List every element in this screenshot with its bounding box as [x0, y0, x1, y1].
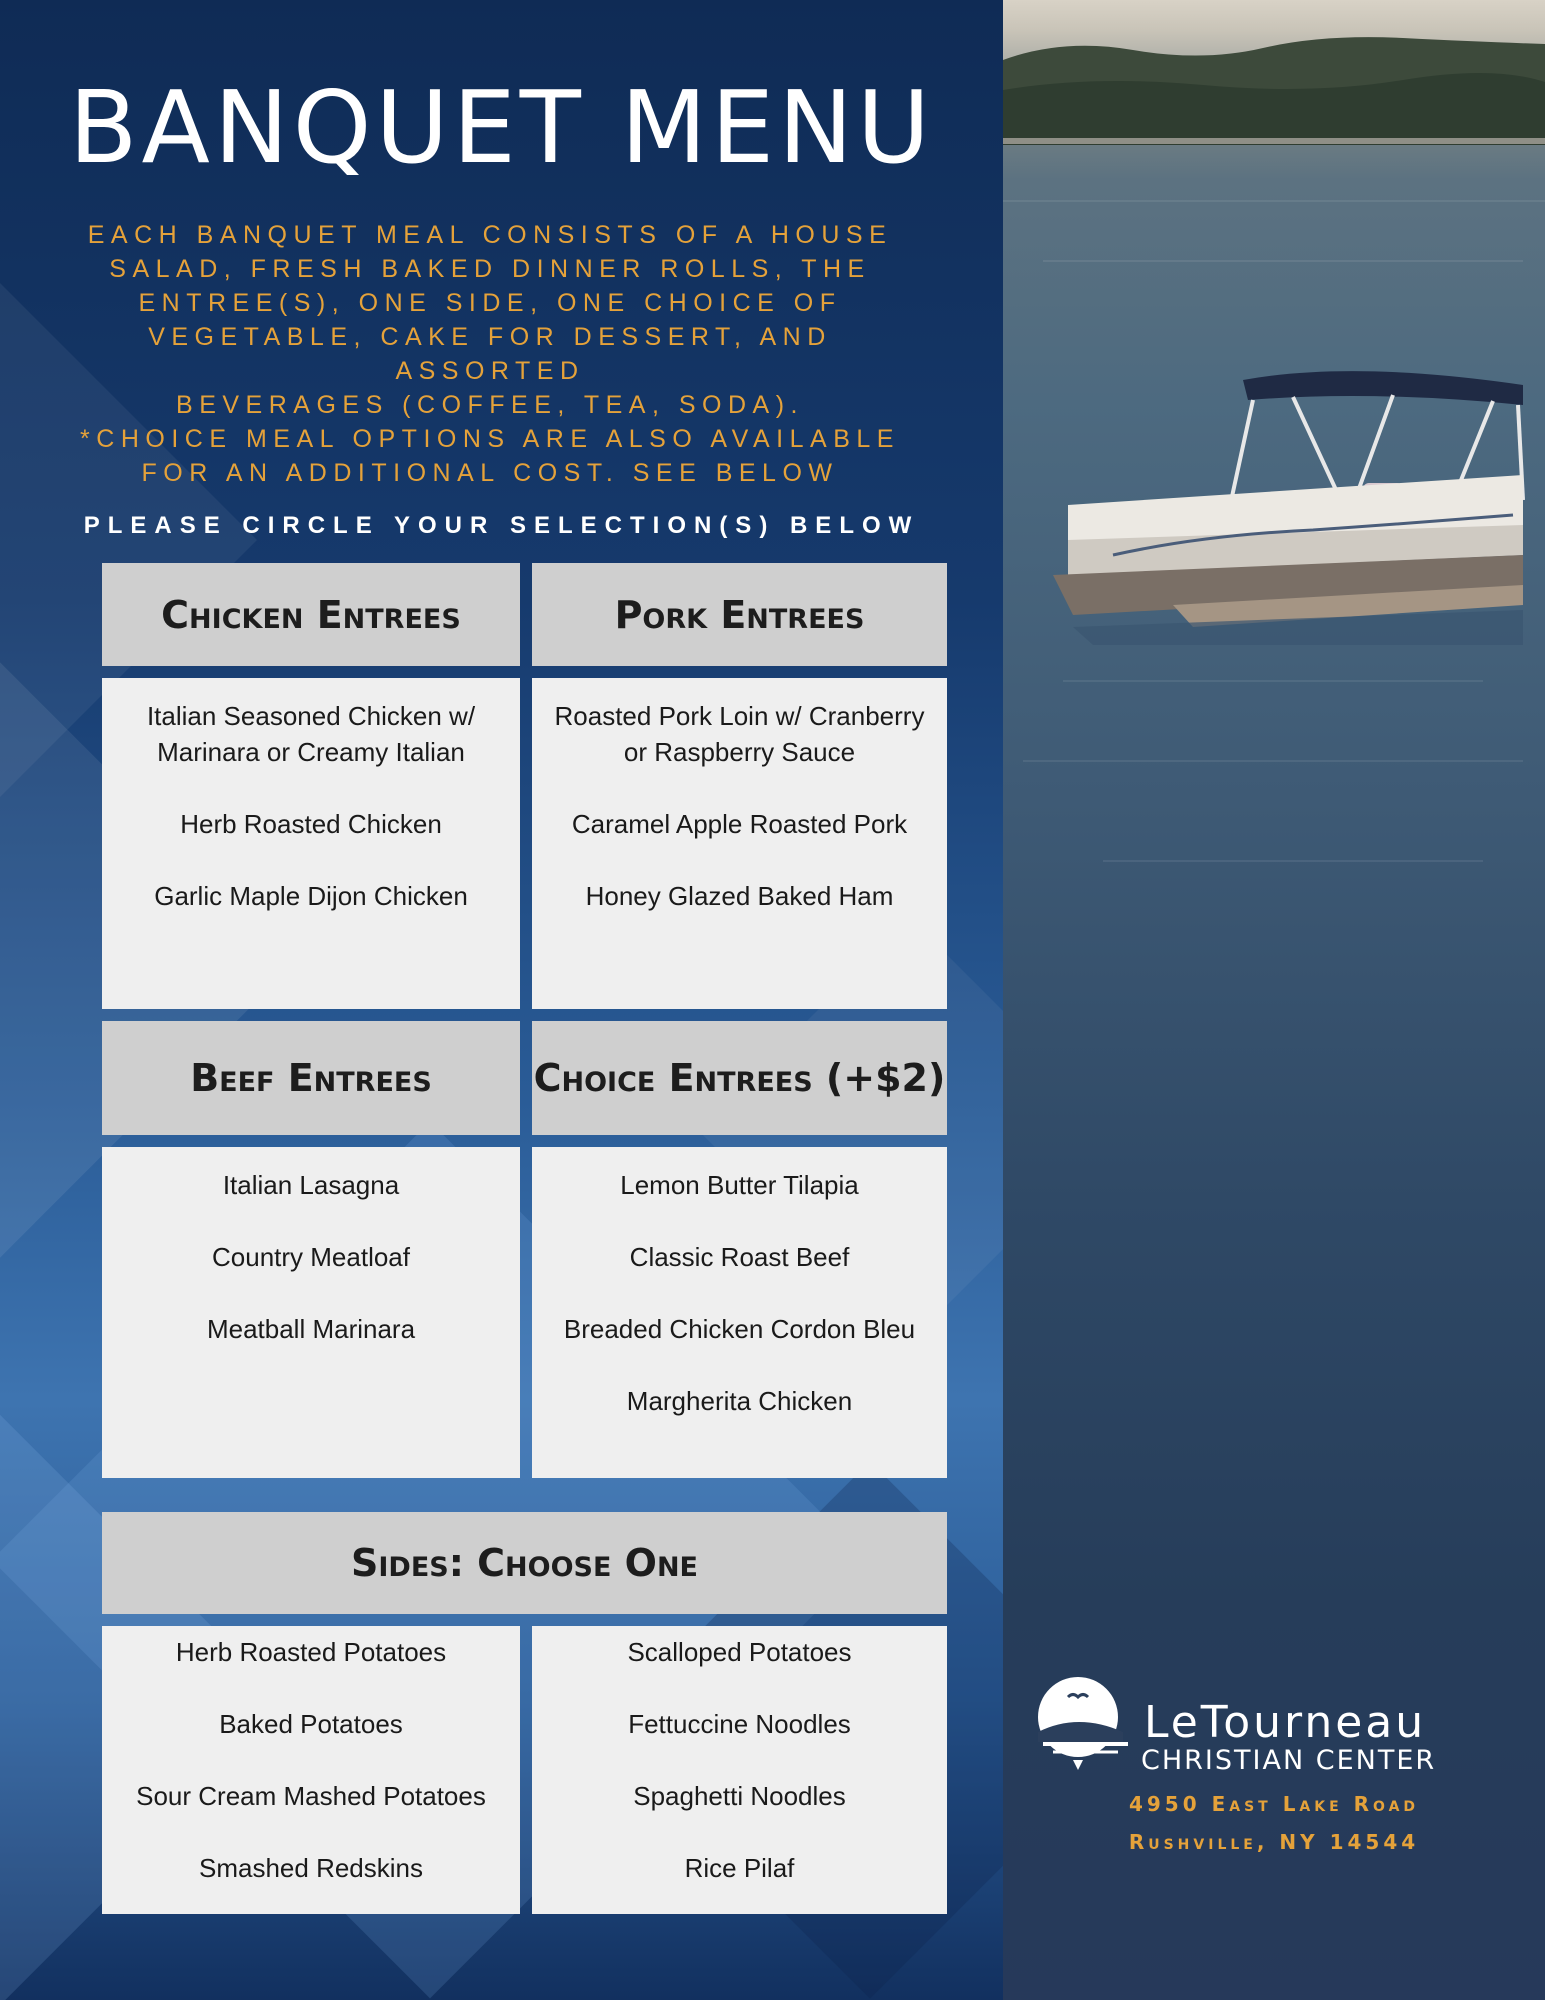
menu-item[interactable]: Breaded Chicken Cordon Bleu: [563, 1314, 916, 1344]
menu-item[interactable]: Roasted Pork Loin w/ Cranberry or Raspberry Sauce: [554, 701, 925, 767]
intro-line: FOR AN ADDITIONAL COST. SEE BELOW: [141, 459, 839, 487]
intro-line: VEGETABLE, CAKE FOR DESSERT, AND ASSORTED: [148, 323, 832, 385]
shoreline-hills: [1003, 30, 1545, 150]
side-item[interactable]: Sour Cream Mashed Potatoes: [136, 1781, 486, 1811]
beef-entrees-header: Beef Entrees: [102, 1021, 520, 1135]
water-ripple: [1043, 260, 1523, 262]
address-line-2: Rushville, NY 14544: [1128, 1830, 1420, 1854]
side-item[interactable]: Herb Roasted Potatoes: [175, 1637, 447, 1667]
choice-entrees-list: [532, 1147, 947, 1478]
menu-item[interactable]: Classic Roast Beef: [629, 1242, 850, 1272]
menu-item[interactable]: Caramel Apple Roasted Pork: [571, 809, 908, 839]
water-ripple: [1063, 680, 1483, 682]
menu-item[interactable]: Italian Seasoned Chicken w/ Marinara or Creamy Italian: [146, 701, 476, 767]
water-ripple: [1103, 860, 1483, 862]
logo-icon: [1023, 1672, 1133, 1772]
beef-entrees-list: [102, 1147, 520, 1478]
sides-header: Sides: Choose One: [102, 1512, 947, 1614]
chicken-entrees-list: [102, 678, 520, 1009]
sides-list-right: [532, 1626, 947, 1914]
sides-list-left: [102, 1626, 520, 1914]
logo-subtitle: CHRISTIAN CENTER: [1141, 1745, 1437, 1776]
side-item[interactable]: Rice Pilaf: [684, 1853, 795, 1883]
side-item[interactable]: Scalloped Potatoes: [627, 1637, 852, 1667]
intro-line: SALAD, FRESH BAKED DINNER ROLLS, THE: [109, 255, 871, 283]
menu-item[interactable]: Margherita Chicken: [626, 1386, 853, 1416]
menu-item[interactable]: Meatball Marinara: [206, 1314, 416, 1344]
intro-line: ENTREE(S), ONE SIDE, ONE CHOICE OF: [138, 289, 842, 317]
menu-item[interactable]: Herb Roasted Chicken: [180, 809, 442, 839]
intro-line: EACH BANQUET MEAL CONSISTS OF A HOUSE: [87, 221, 893, 249]
water-ripple: [1003, 200, 1545, 202]
page-title: BANQUET MENU: [68, 69, 935, 186]
intro-text: [70, 218, 910, 490]
water-ripple: [1023, 760, 1523, 762]
intro-line: BEVERAGES (COFFEE, TEA, SODA).: [176, 391, 804, 419]
menu-item[interactable]: Country Meatloaf: [212, 1242, 410, 1272]
menu-item[interactable]: Lemon Butter Tilapia: [620, 1170, 859, 1200]
side-item[interactable]: Baked Potatoes: [219, 1709, 403, 1739]
chicken-entrees-header: Chicken Entrees: [102, 563, 520, 666]
choice-entrees-header: Choice Entrees (+$2): [532, 1021, 947, 1135]
menu-item[interactable]: Italian Lasagna: [222, 1170, 400, 1200]
side-item[interactable]: Smashed Redskins: [199, 1853, 423, 1883]
logo-name: LeTourneau: [1144, 1697, 1427, 1748]
menu-item[interactable]: Garlic Maple Dijon Chicken: [154, 881, 468, 911]
address-line-1: 4950 East Lake Road: [1128, 1792, 1420, 1816]
pork-entrees-header: Pork Entrees: [532, 563, 947, 666]
pork-entrees-list: [532, 678, 947, 1009]
menu-item[interactable]: Honey Glazed Baked Ham: [585, 881, 894, 911]
side-item[interactable]: Spaghetti Noodles: [633, 1781, 846, 1811]
selection-instruction: PLEASE CIRCLE YOUR SELECTION(S) BELOW: [83, 512, 920, 539]
intro-line: *CHOICE MEAL OPTIONS ARE ALSO AVAILABLE: [80, 425, 900, 453]
side-item[interactable]: Fettuccine Noodles: [628, 1709, 851, 1739]
pontoon-boat: [1053, 365, 1545, 645]
